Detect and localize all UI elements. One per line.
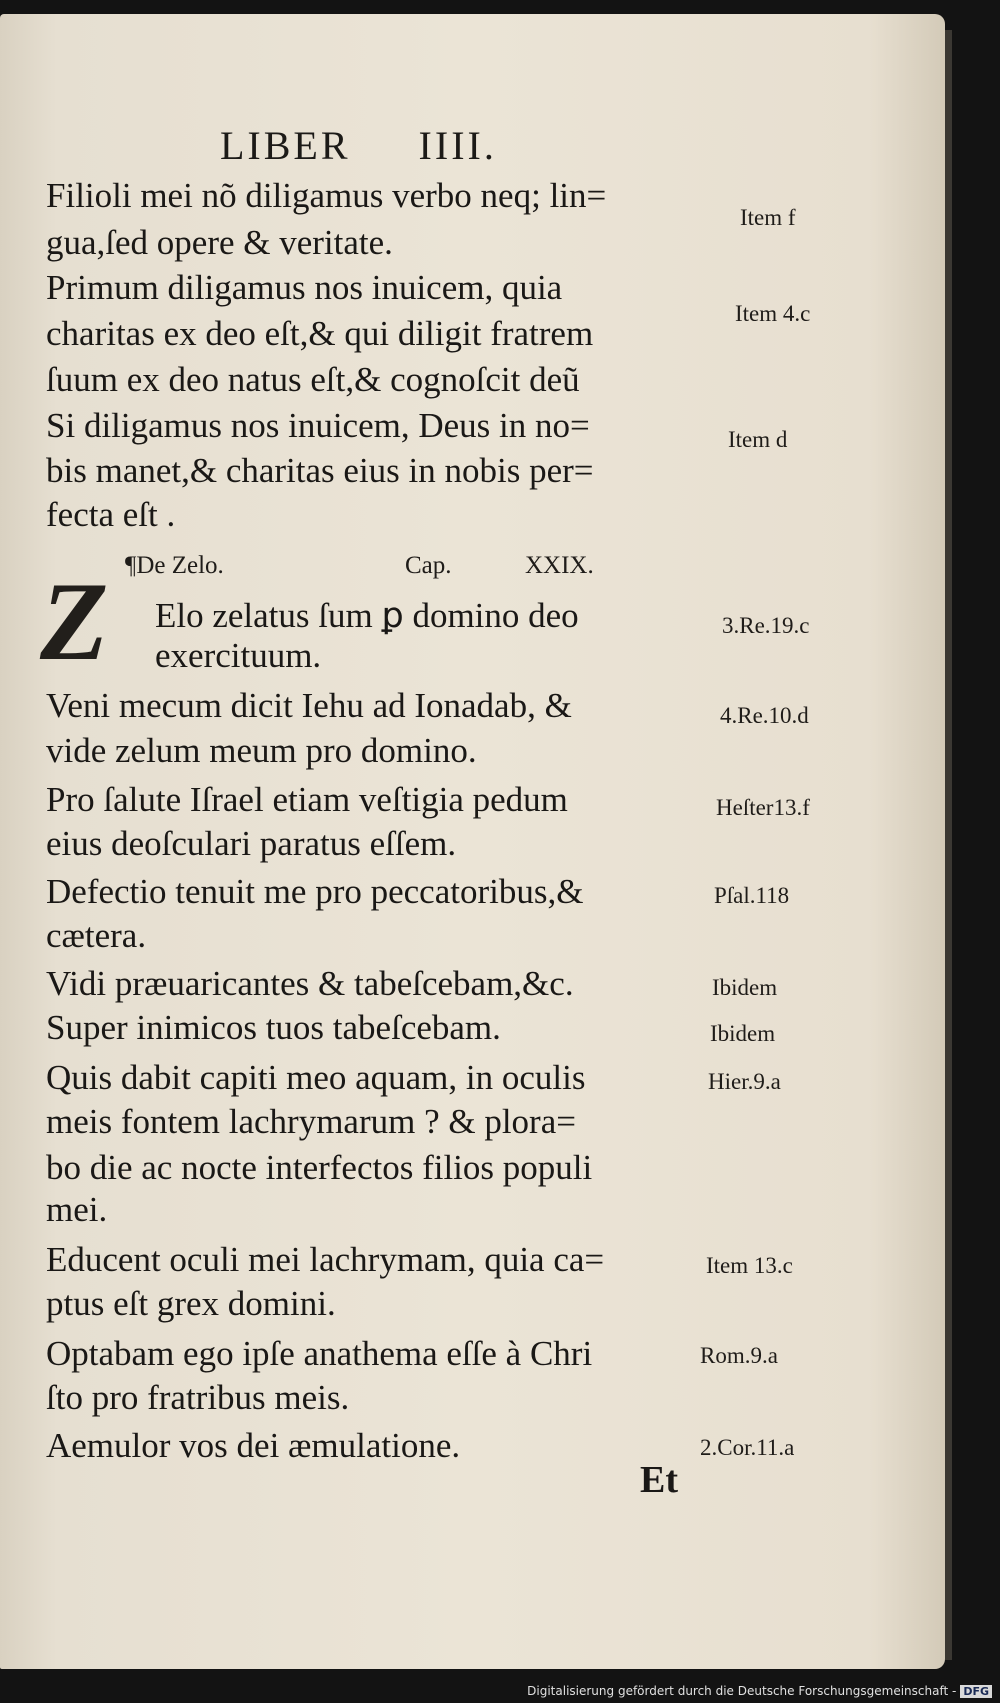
text-line: Primum diligamus nos inuicem, quia	[46, 268, 563, 307]
margin-note: 4.Re.10.d	[720, 703, 809, 728]
margin-note: Pſal.118	[714, 883, 790, 908]
text-line: exercituum.	[155, 636, 322, 675]
margin-note: Ibidem	[712, 975, 778, 1000]
text-line: bis manet,& charitas eius in nobis per=	[46, 451, 594, 490]
margin-note: Hier.9.a	[708, 1069, 781, 1094]
chapter-heading: ¶De Zelo.	[125, 552, 224, 579]
text-line: ſuum ex deo natus eſt,& cognoſcit deũ	[46, 360, 580, 399]
margin-note: Item 13.c	[706, 1253, 793, 1278]
text-line: ptus eſt grex domini.	[46, 1284, 336, 1323]
text-line: Aemulor vos dei æmulatione.	[46, 1426, 461, 1465]
decorated-initial: Z	[40, 560, 109, 684]
text-line: Filioli mei nõ diligamus verbo neq; lin=	[46, 176, 607, 215]
text-line: eius deoſculari paratus eſſem.	[46, 824, 457, 863]
text-line: Defectio tenuit me pro peccatoribus,&	[46, 872, 584, 911]
margin-note: Item d	[728, 427, 788, 452]
text-line: cætera.	[46, 916, 147, 955]
text-line: Quis dabit capiti meo aquam, in oculis	[46, 1058, 586, 1097]
text-line: bo die ac nocte interfectos filios populi	[46, 1148, 593, 1187]
text-line: fecta eſt .	[46, 495, 176, 534]
text-line: mei.	[46, 1190, 108, 1229]
text-line: Elo zelatus ſum ꝑ domino deo	[155, 596, 579, 635]
text-line: Veni mecum dicit Iehu ad Ionadab, &	[46, 686, 572, 725]
running-header	[220, 122, 565, 169]
text-line: Si diligamus nos inuicem, Deus in no=	[46, 406, 590, 445]
margin-note: 3.Re.19.c	[722, 613, 810, 638]
text-line: charitas ex deo eſt,& qui diligit fratrem	[46, 314, 594, 353]
margin-note: Rom.9.a	[700, 1343, 778, 1368]
text-line: vide zelum meum pro domino.	[46, 731, 477, 770]
text-line: gua,ſed opere & veritate.	[46, 223, 393, 262]
margin-note: 2.Cor.11.a	[700, 1435, 795, 1460]
digitization-footer	[527, 1684, 992, 1698]
header-book-label: LIBER	[220, 123, 351, 168]
chapter-number: XXIX.	[525, 552, 594, 579]
dfg-logo: DFG	[960, 1685, 992, 1698]
margin-note: Heſter13.f	[716, 795, 810, 820]
footer-text: Digitalisierung gefördert durch die Deutsche Forschungsgemeinschaft -	[527, 1684, 957, 1698]
text-line: Optabam ego ipſe anathema eſſe à Chri	[46, 1334, 593, 1373]
text-line: meis fontem lachrymarum ? & plora=	[46, 1102, 576, 1141]
text-line: ſto pro fratribus meis.	[46, 1378, 350, 1417]
header-book-number: IIII.	[418, 123, 497, 168]
margin-note: Item f	[740, 205, 796, 230]
margin-note: Ibidem	[710, 1021, 776, 1046]
text-line: Pro ſalute Iſrael etiam veſtigia pedum	[46, 780, 568, 819]
text-line: Super inimicos tuos tabeſcebam.	[46, 1008, 501, 1047]
text-line: Educent oculi mei lachrymam, quia ca=	[46, 1240, 605, 1279]
catchword: Et	[640, 1459, 678, 1501]
chapter-cap-label: Cap.	[405, 552, 452, 579]
margin-note: Item 4.c	[735, 301, 811, 326]
page-edge	[945, 30, 952, 1660]
text-line: Vidi præuaricantes & tabeſcebam,&c.	[46, 964, 574, 1003]
